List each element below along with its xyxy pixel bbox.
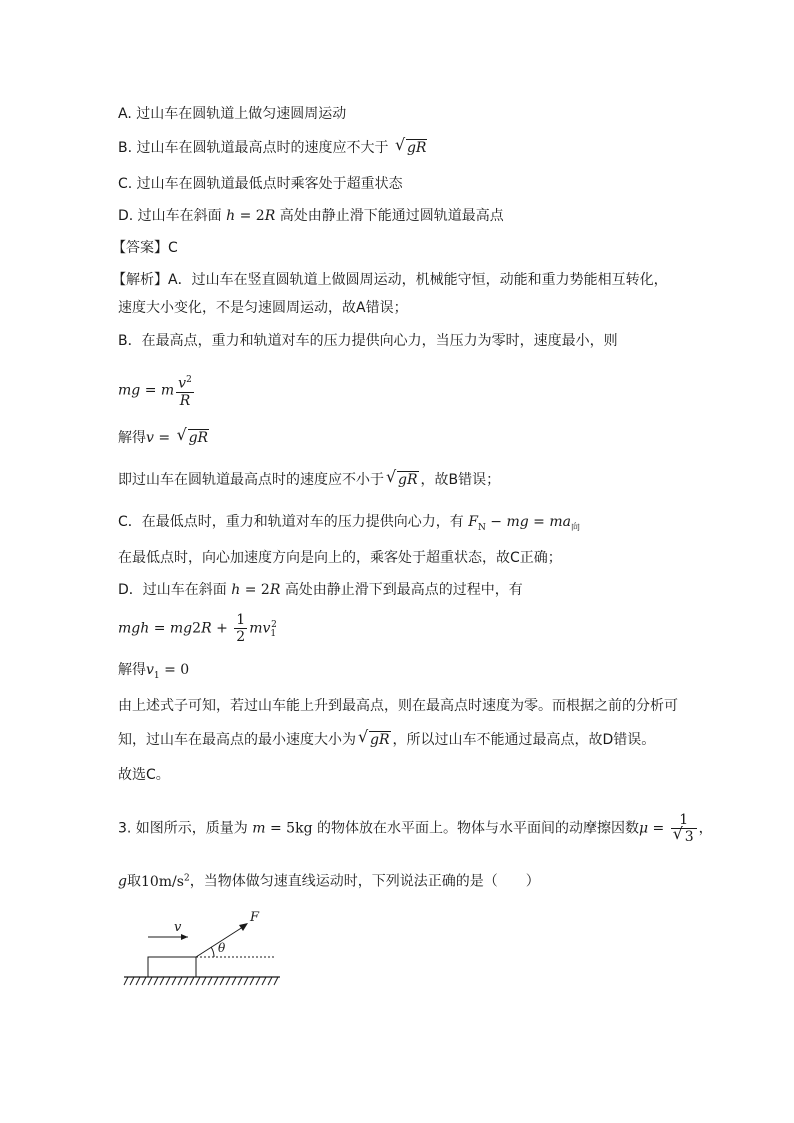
q3-text-4: ，当物体做匀速直线运动时，下列说法正确的是（ ）	[189, 873, 540, 890]
solve-v-sqrt-gR: 解得v = √ gR	[118, 425, 209, 446]
answer-value: C	[168, 240, 178, 256]
force-diagram	[118, 905, 288, 995]
option-c: C. 过山车在圆轨道最低点时乘客处于超重状态	[118, 176, 403, 192]
option-d-text-2: 高处由静止滑下能通过圆轨道最高点	[279, 208, 504, 224]
option-b	[118, 135, 429, 158]
analysis-c-text-1: C．在最低点时，重力和轨道对车的压力提供向心力，有	[118, 514, 464, 530]
equation-energy: mgh = mg2R + $\frac{1}{2}$ $mv_1^2$	[118, 612, 277, 645]
option-a: A. 过山车在圆轨道上做匀速圆周运动	[118, 106, 347, 122]
force-label: F	[250, 910, 260, 925]
analysis-c-2: 在最低点时，向心加速度方向是向上的，乘客处于超重状态，故C正确；	[118, 550, 562, 566]
analysis-tag: 【解析】	[112, 272, 168, 288]
option-d-text: D. 过山车在斜面	[118, 208, 222, 224]
analysis-b-1: B．在最高点，重力和轨道对车的压力提供向心力，当压力为零时，速度最小，则	[118, 333, 618, 349]
q3-g-label: 取	[126, 873, 141, 890]
option-d: D. 过山车在斜面 h = 2R 高处由静止滑下能通过圆轨道最高点	[118, 208, 504, 224]
option-b-text: B. 过山车在圆轨道最高点时的速度应不大于	[118, 140, 389, 156]
analysis-d-text-1: D．过山车在斜面	[118, 582, 227, 598]
analysis-a-1	[112, 270, 668, 290]
velocity-arrow-head	[181, 934, 188, 940]
analysis-d-1: D．过山车在斜面 h = 2R 高处由静止滑下到最高点的过程中，有	[118, 582, 523, 598]
analysis-d-text-4: ，所以过山车不能通过最高点，故D错误。	[392, 732, 656, 748]
analysis-d-text-3: 知，过山车在最高点的最小速度大小为	[118, 732, 356, 748]
analysis-a-2: 速度大小变化，不是匀速圆周运动，故A错误；	[118, 300, 408, 316]
analysis-c-1: C．在最低点时，重力和轨道对车的压力提供向心力，有 $F_N$ − mg = $ma_向$	[118, 514, 580, 533]
solve-v1-zero: 解得$v_1 = 0$	[118, 662, 190, 681]
solve-label-2: 解得	[118, 662, 146, 678]
q3-text-3: ，	[698, 820, 713, 837]
force-arrow-head	[239, 923, 248, 931]
block	[148, 957, 196, 977]
analysis-b-2: 即过山车在圆轨道最高点时的速度应不小于 √ gR ，故B错误；	[118, 467, 501, 488]
sqrt-gR: √ gR	[394, 135, 427, 156]
q3-text-1: 3. 如图所示，质量为	[118, 820, 248, 837]
analysis-b-text-3: ，故B错误；	[420, 472, 501, 488]
analysis-b-text-2: 即过山车在圆轨道最高点时的速度应不小于	[118, 472, 384, 488]
conclusion: 故选C。	[118, 767, 170, 783]
answer-line	[112, 238, 178, 258]
solve-label: 解得	[118, 430, 146, 446]
answer-tag: 【答案】	[112, 240, 168, 256]
analysis-d-3: 知，过山车在最高点的最小速度大小为 √ gR ，所以过山车不能通过最高点，故D错误。	[118, 727, 656, 748]
analysis-d-text-2: 高处由静止滑下到最高点的过程中，有	[284, 582, 523, 598]
theta-label: θ	[218, 941, 226, 955]
velocity-label: v	[174, 920, 182, 935]
eq-h-2R: h	[226, 208, 236, 224]
angle-arc	[211, 947, 214, 957]
question-3-line-1: 3. 如图所示，质量为 m = 5kg 的物体放在水平面上。物体与水平面间的动摩擦因数μ = 1 √ 3 ，	[118, 812, 713, 845]
q3-text-2: 的物体放在水平面上。物体与水平面间的动摩擦因数	[316, 820, 639, 837]
analysis-d-2: 由上述式子可知，若过山车能上升到最高点，则在最高点时速度为零。而根据之前的分析可	[118, 698, 678, 714]
question-3-line-2: g取$10m/s^2$，当物体做匀速直线运动时，下列说法正确的是（ ）	[118, 873, 540, 890]
analysis-a-text-1: A．过山车在竖直圆轨道上做圆周运动，机械能守恒，动能和重力势能相互转化，	[168, 272, 668, 288]
ground-hatching	[124, 977, 278, 985]
equation-mg-mv2R: mg = m $\frac{v^2}{R}$	[118, 372, 196, 409]
